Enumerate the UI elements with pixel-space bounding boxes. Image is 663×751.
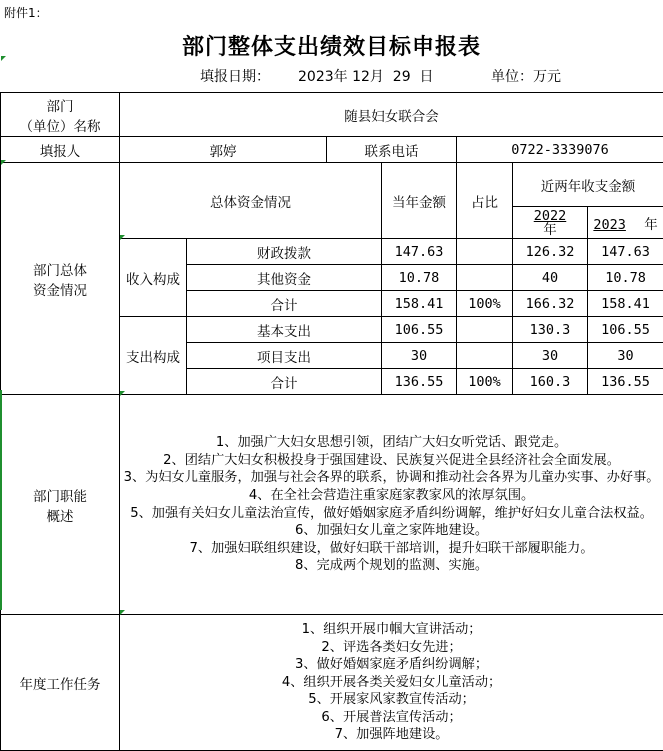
income-ratio[interactable] (457, 239, 513, 265)
unit-label: 单位：万元 (491, 66, 561, 86)
dept-label (1, 93, 120, 137)
duties-label-line1: 部门职能 (3, 485, 117, 505)
overall-funds-label: 总体资金情况 (120, 163, 382, 239)
task-item: 4、组织开展各类关爱妇女儿童活动； (122, 674, 661, 692)
income-total-label: 合计 (187, 291, 382, 317)
income-year1[interactable]: 40 (513, 265, 588, 291)
expense-ratio[interactable] (457, 343, 513, 369)
task-item: 1、组织开展巾帼大宣讲活动； (122, 621, 661, 639)
dept-label-line1: 部门 (3, 95, 117, 115)
tasks-text-cell[interactable] (120, 615, 663, 751)
income-item-name: 其他资金 (187, 265, 382, 291)
income-year2[interactable]: 147.63 (588, 239, 663, 265)
income-label: 收入构成 (120, 239, 187, 317)
expense-item-name: 项目支出 (187, 343, 382, 369)
expense-label: 支出构成 (120, 317, 187, 395)
task-item: 6、开展普法宣传活动； (122, 709, 661, 727)
duty-item: 7、加强妇联组织建设，做好妇联干部培训，提升妇联干部履职能力。 (122, 540, 661, 558)
filler-row (1, 137, 663, 163)
income-total-year2[interactable]: 158.41 (588, 291, 663, 317)
income-year1[interactable]: 126.32 (513, 239, 588, 265)
dept-row (1, 93, 663, 137)
current-amount-header: 当年金额 (382, 163, 457, 239)
income-ratio[interactable] (457, 265, 513, 291)
dept-label-line2: （单位）名称 (3, 115, 117, 135)
funds-section-label (1, 163, 120, 395)
cell-indicator-icon (120, 610, 125, 615)
duty-item: 8、完成两个规划的监测、实施。 (122, 557, 661, 575)
filler-label: 填报人 (1, 137, 120, 163)
duty-item: 2、团结广大妇女积极投身于强国建设、民族复兴促进全县经济社会全面发展。 (122, 452, 661, 470)
funds-header-row-1 (1, 163, 663, 207)
tasks-label: 年度工作任务 (1, 615, 120, 751)
year-2023-value: 2023 (593, 217, 640, 233)
income-current[interactable]: 10.78 (382, 265, 457, 291)
duty-item: 3、为妇女儿童服务，加强与社会各界的联系，协调和推动社会各界为儿童办实事、办好事。 (122, 469, 661, 487)
task-item: 3、做好婚姻家庭矛盾纠纷调解； (122, 656, 661, 674)
performance-table (0, 92, 663, 751)
duties-text-cell[interactable] (120, 395, 663, 615)
year-2023-header (588, 207, 663, 239)
expense-year1[interactable]: 30 (513, 343, 588, 369)
duty-item: 6、加强妇女儿童之家阵地建设。 (122, 522, 661, 540)
phone-label: 联系电话 (327, 137, 457, 163)
task-item: 2、评选各类妇女先进； (122, 639, 661, 657)
expense-ratio[interactable] (457, 317, 513, 343)
tasks-row (1, 615, 663, 751)
year-2022-header (513, 207, 588, 239)
recent-two-years-header: 近两年收支金额 (513, 163, 663, 207)
duty-item: 4、在全社会营造注重家庭家教家风的浓厚氛围。 (122, 487, 661, 505)
selection-border (0, 390, 2, 610)
expense-year2[interactable]: 106.55 (588, 317, 663, 343)
expense-total-year1[interactable]: 160.3 (513, 369, 588, 395)
year-2022-suffix: 年 (543, 222, 557, 238)
ratio-header: 占比 (457, 163, 513, 239)
filler-name[interactable]: 郭婷 (120, 137, 327, 163)
expense-total-label: 合计 (187, 369, 382, 395)
duty-item: 1、加强广大妇女思想引领，团结广大妇女听党话、跟党走。 (122, 434, 661, 452)
task-item: 5、开展家风家教宣传活动； (122, 691, 661, 709)
expense-current[interactable]: 30 (382, 343, 457, 369)
duties-label-line2: 概述 (3, 505, 117, 525)
year-2023-suffix: 年 (644, 217, 658, 233)
task-item: 7、加强阵地建设。 (122, 726, 661, 744)
page-title: 部门整体支出绩效目标申报表 (0, 30, 663, 61)
income-total-ratio[interactable]: 100% (457, 291, 513, 317)
cell-indicator-icon (120, 391, 125, 396)
duties-row (1, 395, 663, 615)
income-total-current[interactable]: 158.41 (382, 291, 457, 317)
expense-year2[interactable]: 30 (588, 343, 663, 369)
attachment-label: 附件1： (4, 4, 48, 21)
income-total-year1[interactable]: 166.32 (513, 291, 588, 317)
duty-item: 5、加强有关妇女儿童法治宣传，做好婚姻家庭矛盾纠纷调解，维护好妇女儿童合法权益。 (122, 505, 661, 523)
income-year2[interactable]: 10.78 (588, 265, 663, 291)
income-current[interactable]: 147.63 (382, 239, 457, 265)
expense-item-name: 基本支出 (187, 317, 382, 343)
expense-total-year2[interactable]: 136.55 (588, 369, 663, 395)
expense-current[interactable]: 106.55 (382, 317, 457, 343)
funds-section-label-line2: 资金情况 (3, 279, 117, 299)
expense-year1[interactable]: 130.3 (513, 317, 588, 343)
funds-section-label-line1: 部门总体 (3, 259, 117, 279)
cell-indicator-icon (120, 235, 125, 240)
cell-indicator-icon (1, 56, 6, 61)
cell-indicator-icon (1, 160, 6, 165)
year-2022-value: 2022 (526, 208, 575, 224)
dept-name-cell[interactable] (120, 93, 663, 137)
duties-label (1, 395, 120, 615)
fill-date-value: 2023年 12月 29 日 (298, 66, 434, 86)
expense-total-current[interactable]: 136.55 (382, 369, 457, 395)
income-item-name: 财政拨款 (187, 239, 382, 265)
fill-date-label: 填报日期： (200, 66, 270, 86)
phone-value[interactable]: 0722-3339076 (457, 137, 663, 163)
dept-name: 随县妇女联合会 (344, 109, 439, 125)
expense-total-ratio[interactable]: 100% (457, 369, 513, 395)
